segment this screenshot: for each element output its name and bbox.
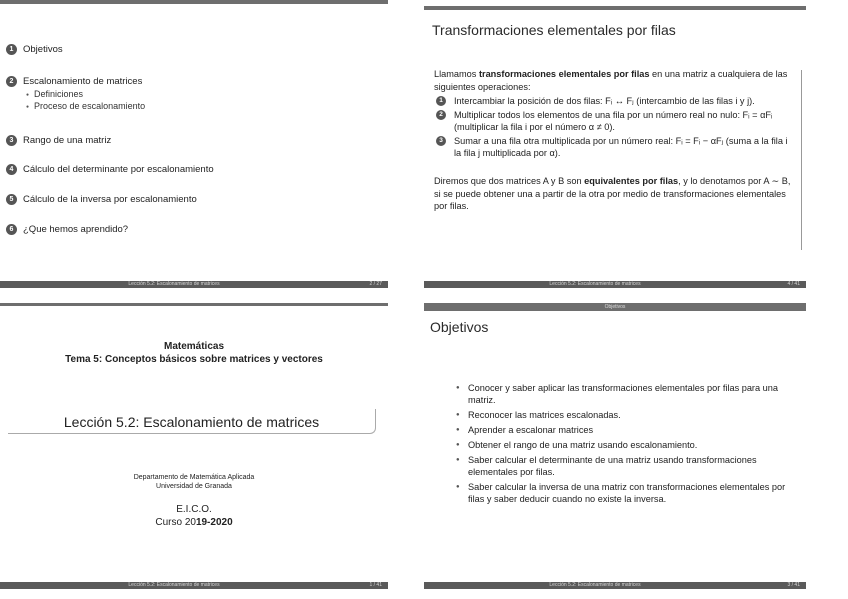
list-item: ● Conocer y saber aplicar las transformaciones elementales por filas para una matriz. (454, 382, 799, 406)
topic-title: Tema 5: Conceptos básicos sobre matrices y vectores (65, 354, 323, 365)
slide-footer (424, 582, 806, 589)
outline-item-label: Cálculo de la inversa por escalonamiento (23, 194, 197, 206)
footer-title: Lección 5.2: Escalonamiento de matrices (549, 582, 641, 588)
frame-title: Transformaciones elementales por filas (432, 22, 676, 38)
page-number: 2 / 27 (369, 281, 382, 287)
slide-top-bar (0, 303, 388, 306)
list-item: ● Saber calcular el determinante de una matriz usando transformaciones elementales por filas. (454, 454, 799, 478)
slide-outline (0, 0, 388, 292)
section-number-badge: 6 (6, 224, 17, 235)
frame-title: Objetivos (430, 319, 489, 335)
course-name: Matemáticas (163, 341, 225, 352)
page-number: 4 / 41 (787, 281, 800, 287)
operation-number-badge: 1 (436, 96, 446, 106)
page-number: 1 / 41 (369, 582, 382, 588)
lesson-title: Lección 5.2: Escalonamiento de matrices (63, 414, 320, 430)
term-bold: equivalentes por filas (584, 176, 679, 186)
section-header-bar (424, 303, 806, 311)
outline-item-4[interactable] (6, 164, 214, 175)
section-header-label: Objetivos (604, 304, 626, 310)
outline-item-2[interactable] (6, 76, 142, 87)
footer-title: Lección 5.2: Escalonamiento de matrices (128, 582, 220, 588)
section-number-badge: 4 (6, 164, 17, 175)
slide-objectives (424, 303, 806, 591)
slide-footer (0, 281, 388, 288)
operation-number-badge: 2 (436, 110, 446, 120)
list-item: ● Obtener el rango de una matriz usando escalonamiento. (454, 439, 799, 451)
university: Universidad de Granada (156, 483, 232, 490)
department: Departamento de Matemática Aplicada (133, 474, 255, 481)
slide-top-bar (0, 0, 388, 4)
operation-number-badge: 3 (436, 136, 446, 146)
outline-item-3[interactable] (6, 135, 111, 146)
objectives-list (454, 382, 799, 508)
outline-item-label: ¿Que hemos aprendido? (23, 224, 129, 236)
section-number-badge: 5 (6, 194, 17, 205)
footer-title: Lección 5.2: Escalonamiento de matrices (549, 281, 641, 287)
outline-item-5[interactable] (6, 194, 197, 205)
equivalence-definition: Diremos que dos matrices A y B son equivalentes por filas, y lo denotamos por A ∼ B, si se puede obtener una a partir de la otra por medio de transformaciones elementales por filas. (434, 176, 791, 211)
lesson-box (8, 409, 376, 434)
outline-item-6[interactable] (6, 224, 128, 235)
list-item: ● Reconocer las matrices escalonadas. (454, 409, 799, 421)
block-right-border (801, 70, 802, 250)
slide-footer (0, 582, 388, 589)
term-bold: transformaciones elementales por filas (478, 69, 650, 79)
operation-item: 2 Multiplicar todos los elementos de una fila por un número real no nulo: Fᵢ = αFᵢ (multiplicar la fila i por el número α ≠ 0). (434, 109, 796, 133)
operation-item: 3 Sumar a una fila otra multiplicada por un número real: Fᵢ = Fᵢ − αFⱼ (suma a la fila i la fila j multiplicada por α). (434, 135, 796, 159)
outline-subitem[interactable]: ● Proceso de escalonamiento (26, 101, 145, 111)
outline-subitem[interactable]: ● Definiciones (26, 89, 83, 99)
slide-footer (424, 281, 806, 288)
outline-item-label: Cálculo del determinante por escalonamiento (23, 164, 214, 176)
list-item: ● Saber calcular la inversa de una matriz con transformaciones elementales por filas y saber deducir cuando no existe la inversa. (454, 481, 799, 505)
footer-title: Lección 5.2: Escalonamiento de matrices (128, 281, 220, 287)
section-number-badge: 3 (6, 135, 17, 146)
operation-item: 1 Intercambiar la posición de dos filas: Fᵢ ↔ Fⱼ (intercambio de las filas i y j). (434, 95, 796, 107)
list-item: ● Aprender a escalonar matrices (454, 424, 799, 436)
definition-intro: Llamamos transformaciones elementales por filas en una matriz a cualquiera de las siguientes operaciones: (434, 69, 788, 92)
outline-item-label: Rango de una matriz (23, 135, 112, 147)
section-number-badge: 2 (6, 76, 17, 87)
outline-item-label: Objetivos (23, 44, 63, 56)
slide-title (0, 303, 388, 591)
academic-year: Curso 2019-2020 (155, 517, 233, 528)
definition-block (434, 68, 796, 213)
section-number-badge: 1 (6, 44, 17, 55)
outline-item-1[interactable] (6, 44, 63, 55)
school-name: E.I.C.O. (176, 504, 212, 515)
page-number: 3 / 41 (787, 582, 800, 588)
slide-transformations (424, 6, 806, 290)
slide-top-bar (424, 6, 806, 10)
outline-item-label: Escalonamiento de matrices (23, 76, 143, 88)
